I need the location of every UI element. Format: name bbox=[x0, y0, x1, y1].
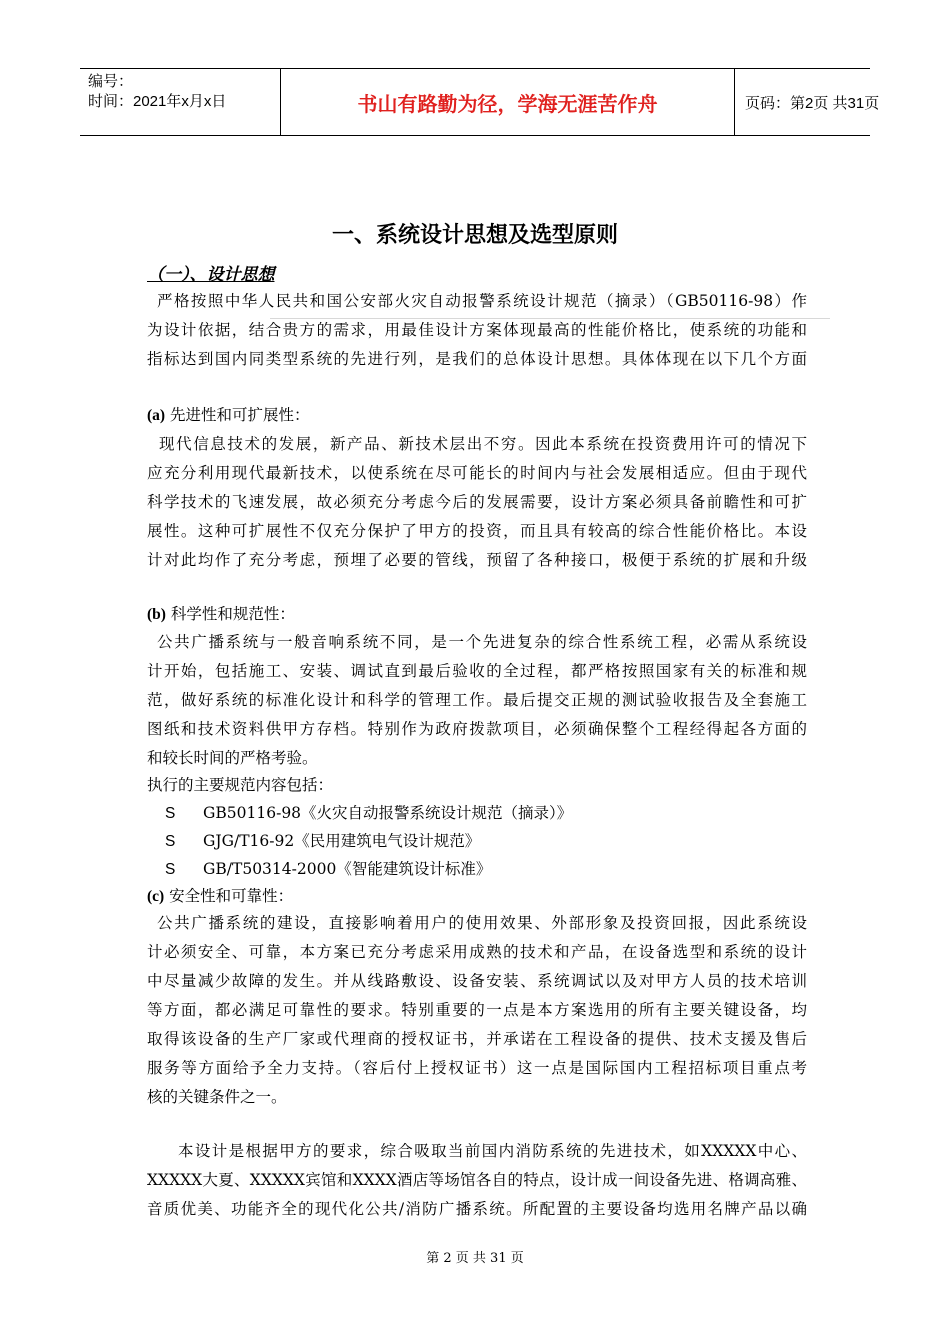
mark-a: (a) bbox=[147, 407, 166, 424]
intro-line: 为设计依据，结合贵方的需求，用最佳设计方案体现最高的性能价格比，使系统的功能和 bbox=[147, 321, 807, 339]
subheading-a bbox=[147, 404, 310, 427]
closing-line: XXXXX大夏、XXXXX宾馆和XXXX酒店等场馆各自的特点，设计成一间设备先进、格调高雅、 bbox=[147, 1171, 807, 1189]
intro-line: 指标达到国内同类型系统的先进行列，是我们的总体设计思想。具体体现在以下几个方面 bbox=[147, 350, 807, 368]
spec-text: GJG/T16-92《民用建筑电气设计规范》 bbox=[203, 832, 481, 850]
mark-b: (b) bbox=[147, 606, 166, 623]
para-b-line: 和较长时间的严格考验。 bbox=[147, 749, 318, 767]
intro-line: 严格按照中华人民共和国公安部火灾自动报警系统设计规范（摘录）（GB50116-98）作 bbox=[157, 292, 807, 310]
mark-c: (c) bbox=[147, 888, 165, 905]
section-heading: （一）、设计思想 bbox=[147, 265, 275, 285]
bullet-icon: S bbox=[165, 833, 176, 850]
para-c-line: 等方面，都必满足可靠性的要求。特别重要的一点是本方案选用的所有主要关键设备，均 bbox=[147, 1001, 807, 1019]
spec-intro: 执行的主要规范内容包括： bbox=[147, 776, 334, 794]
para-a-line: 计对此均作了充分考虑，预埋了必要的管线，预留了各种接口，极便于系统的扩展和升级 bbox=[147, 551, 807, 569]
para-a-line: 现代信息技术的发展，新产品、新技术层出不穷。因此本系统在投资费用许可的情况下 bbox=[159, 435, 807, 453]
spec-item bbox=[165, 802, 572, 825]
para-b-line: 公共广播系统与一般音响系统不同，是一个先进复杂的综合性系统工程，必需从系统设 bbox=[157, 633, 807, 651]
spec-text: GB/T50314-2000《智能建筑设计标准》 bbox=[203, 860, 492, 878]
para-b-line: 计开始，包括施工、安装、调试直到最后验收的全过程，都严格按照国家有关的标准和规 bbox=[147, 662, 807, 680]
header-page-info: 页码：第2页 共31页 bbox=[745, 94, 880, 112]
header-meta bbox=[80, 69, 280, 135]
closing-line: 音质优美、功能齐全的现代化公共/消防广播系统。所配置的主要设备均选用名牌产品以确 bbox=[147, 1200, 807, 1218]
time-label: 时间：2021年x月x日 bbox=[88, 93, 227, 110]
para-c-line: 服务等方面给予全力支持。（容后付上授权证书）这一点是国际国内工程招标项目重点考 bbox=[147, 1059, 807, 1077]
closing-line: 本设计是根据甲方的要求，综合吸取当前国内消防系统的先进技术，如XXXXX中心、 bbox=[178, 1142, 807, 1160]
spec-item bbox=[165, 830, 480, 853]
page-footer: 第 2 页 共 31 页 bbox=[426, 1251, 524, 1266]
bullet-icon: S bbox=[165, 805, 176, 822]
subheading-c bbox=[147, 885, 293, 908]
para-c-line: 中尽量减少故障的发生。并从线路敷设、设备安装、系统调试以及对甲方人员的技术培训 bbox=[147, 972, 807, 990]
spec-item bbox=[165, 858, 491, 881]
para-c-line: 取得该设备的生产厂家或代理商的授权证书，并承诺在工程设备的提供、技术支援及售后 bbox=[147, 1030, 807, 1048]
para-a-line: 展性。这种可扩展性不仅充分保护了甲方的投资，而且具有较高的综合性能价格比。本设 bbox=[147, 522, 807, 540]
para-c-line: 计必须安全、可靠，本方案已充分考虑采用成熟的技术和产品，在设备选型和系统的设计 bbox=[147, 943, 807, 961]
page-header bbox=[80, 68, 880, 136]
para-a-line: 科学技术的飞速发展，故必须充分考虑今后的发展需要，设计方案必须具备前瞻性和可扩 bbox=[147, 493, 807, 511]
subheading-b bbox=[147, 603, 295, 626]
header-motto: 书山有路勤为径，学海无涯苦作舟 bbox=[280, 69, 735, 135]
para-b-line: 图纸和技术资料供甲方存档。特别作为政府拨款项目，必须确保整个工程经得起各方面的 bbox=[147, 720, 807, 738]
heading-b: 科学性和规范性： bbox=[170, 605, 295, 623]
bullet-icon: S bbox=[165, 861, 176, 878]
page-title: 一、系统设计思想及选型原则 bbox=[331, 223, 618, 248]
para-b-line: 范，做好系统的标准化设计和科学的管理工作。最后提交正规的测试验收报告及全套施工 bbox=[147, 691, 807, 709]
number-label: 编号： bbox=[88, 73, 134, 90]
heading-c: 安全性和可靠性： bbox=[169, 887, 294, 905]
para-a-line: 应充分利用现代最新技术，以使系统在尽可能长的时间内与社会发展相适应。但由于现代 bbox=[147, 464, 807, 482]
heading-a: 先进性和可扩展性： bbox=[170, 406, 310, 424]
para-c-line: 核的关键条件之一。 bbox=[147, 1088, 287, 1106]
spec-text: GB50116-98《火灾自动报警系统设计规范（摘录）》 bbox=[203, 804, 573, 822]
para-c-line: 公共广播系统的建设，直接影响着用户的使用效果、外部形象及投资回报，因此系统设 bbox=[157, 914, 807, 932]
